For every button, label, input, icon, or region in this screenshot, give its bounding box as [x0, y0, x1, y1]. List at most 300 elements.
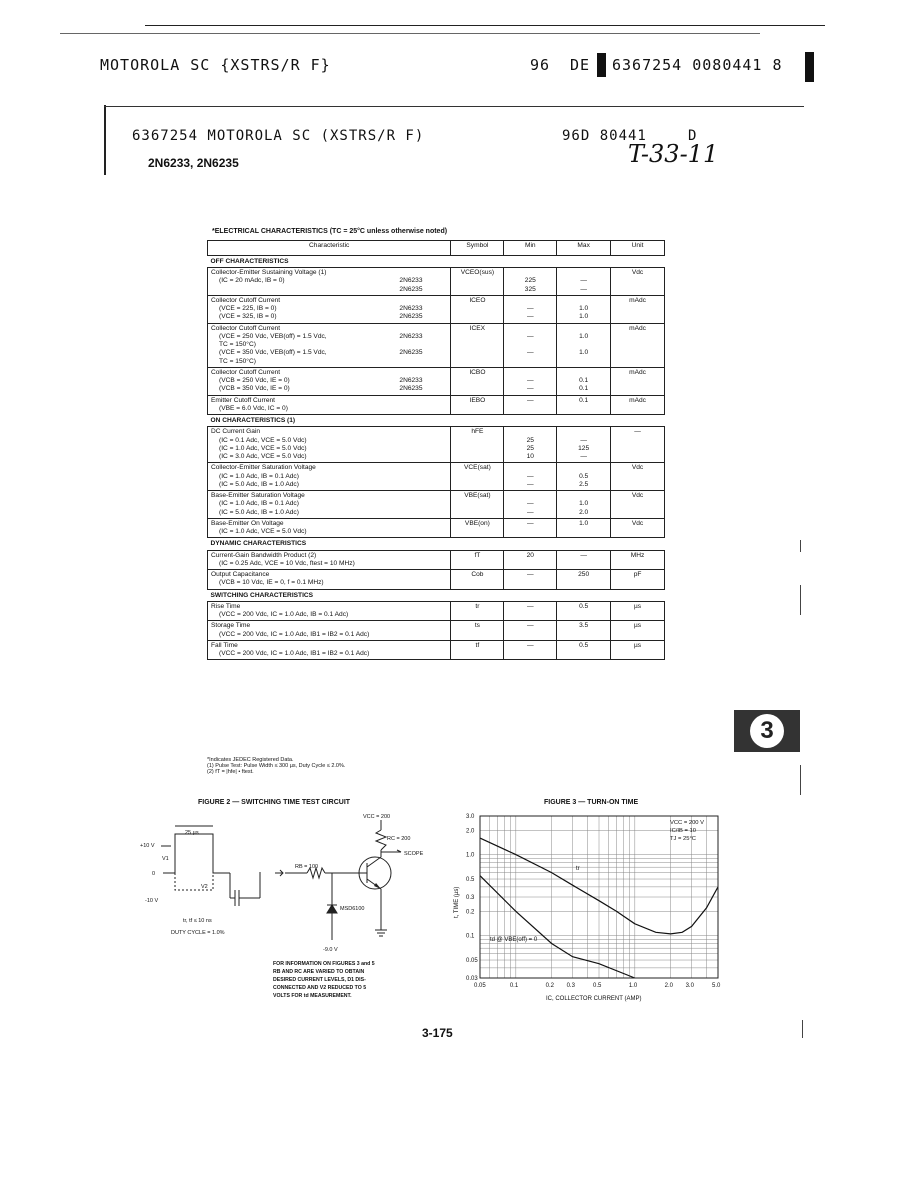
characteristic-text: Storage Time — [211, 622, 251, 630]
max-value — [560, 611, 607, 619]
frame-left — [104, 105, 106, 175]
min-value — [507, 428, 553, 436]
unit-cell: µs — [611, 621, 665, 641]
symbol-cell: tf — [451, 640, 504, 660]
max-cell — [557, 367, 611, 395]
min-cell — [504, 621, 557, 641]
max-value — [560, 341, 607, 349]
min-cell — [504, 323, 557, 367]
legend-tj: TJ = 25°C — [670, 836, 696, 842]
min-value — [507, 631, 553, 639]
fig2-vcc: VCC = 200 — [363, 814, 391, 820]
table-row — [208, 367, 665, 395]
characteristic-text: (VCB = 10 Vdc, IE = 0, f = 0.1 MHz) — [219, 579, 324, 587]
min-cell — [504, 268, 557, 296]
part-number — [399, 650, 447, 658]
max-value: 2.0 — [579, 508, 589, 516]
min-value — [507, 464, 553, 472]
turn-on-time-chart — [450, 808, 730, 1008]
max-value: 2.5 — [579, 480, 589, 488]
figure2-title: FIGURE 2 — SWITCHING TIME TEST CIRCUIT — [198, 799, 351, 806]
part-number: 2N6233 — [399, 277, 423, 285]
unit-cell: µs — [611, 640, 665, 660]
section-title: SWITCHING CHARACTERISTICS — [208, 589, 665, 601]
characteristic-text: Emitter Cutoff Current — [211, 396, 276, 404]
characteristic-text: DC Current Gain — [211, 428, 261, 436]
max-cell — [557, 570, 611, 590]
table-header-row — [208, 241, 665, 256]
header-right-block — [805, 52, 814, 82]
section-title: DYNAMIC CHARACTERISTICS — [208, 538, 665, 550]
part-number — [399, 473, 447, 481]
min-value: 325 — [524, 285, 536, 293]
max-value: — — [580, 551, 587, 559]
max-value — [560, 464, 607, 472]
section-row — [208, 415, 665, 427]
characteristic-cell — [208, 601, 451, 621]
characteristic-cell — [208, 268, 451, 296]
footnote-ft: (2) fT = |hfe| • ftest. — [207, 769, 254, 775]
handwritten-note: T-33-11 — [628, 140, 719, 168]
characteristic-text: Collector Cutoff Current — [211, 324, 281, 332]
characteristic-text: (VCC = 200 Vdc, IC = 1.0 Adc, IB1 = IB2 = 0.1 Adc) — [219, 650, 370, 658]
fig2-pulse: 25 µs — [185, 830, 199, 836]
part-number: 2N6233 — [399, 332, 423, 340]
y-tick-label: 0.03 — [466, 976, 478, 982]
max-value: — — [580, 285, 587, 293]
max-value — [560, 369, 607, 377]
frame-top — [104, 106, 804, 107]
x-tick-label: 3.0 — [685, 983, 694, 989]
col-characteristic: Characteristic — [208, 241, 451, 256]
table-row — [208, 550, 665, 570]
legend-vcc: VCC = 200 V — [670, 820, 704, 826]
part-number — [399, 405, 447, 413]
part-number — [399, 579, 447, 587]
part-number — [399, 428, 447, 436]
min-cell — [504, 640, 557, 660]
max-value: 0.1 — [579, 377, 589, 385]
unit-cell: Vdc — [611, 491, 665, 519]
symbol-cell: Cob — [451, 570, 504, 590]
part-number — [399, 552, 447, 560]
characteristic-text: (VCE = 250 Vdc, VEB(off) = 1.5 Vdc, — [219, 332, 327, 340]
fig2-note-line: VOLTS FOR td MEASUREMENT. — [273, 993, 352, 999]
symbol-cell: ICEX — [451, 323, 504, 367]
x-tick-label: 0.05 — [474, 983, 486, 989]
max-value — [560, 631, 607, 639]
fig2-vm10: -10 V — [145, 898, 159, 904]
part-number — [399, 369, 447, 377]
part-number — [399, 631, 447, 639]
characteristic-text: (VCC = 200 Vdc, IC = 1.0 Adc, IB1 = IB2 = 0.1 Adc) — [219, 630, 370, 638]
min-cell — [504, 570, 557, 590]
section-row — [208, 538, 665, 550]
max-value: 0.5 — [579, 641, 589, 649]
table-row — [208, 295, 665, 323]
fig2-rb: RB = 100 — [295, 864, 319, 870]
min-value: — — [526, 313, 534, 321]
unit-cell: Vdc — [611, 518, 665, 538]
characteristic-text: Fall Time — [211, 641, 238, 649]
max-value: 250 — [578, 571, 590, 579]
symbol-cell: IEBO — [451, 395, 504, 415]
col-unit: Unit — [611, 241, 665, 256]
min-value: — — [526, 472, 534, 480]
fig2-trtf: tr, tf ≤ 10 ns — [183, 918, 212, 924]
min-cell — [504, 463, 557, 491]
fig2-zero: 0 — [152, 871, 156, 877]
scan-mark — [802, 1020, 803, 1038]
symbol-cell: VBE(on) — [451, 518, 504, 538]
footnotes — [207, 757, 345, 775]
min-value: — — [526, 641, 534, 649]
series-line-1 — [480, 876, 635, 978]
y-axis-label: t, TIME (µs) — [454, 886, 460, 918]
characteristic-text: TC = 150°C) — [219, 357, 256, 365]
max-value: 0.1 — [579, 396, 589, 404]
fig2-note-line: CONNECTED AND V2 REDUCED TO 5 — [273, 985, 367, 991]
min-value — [507, 297, 553, 305]
max-value: 1.0 — [579, 313, 589, 321]
x-tick-label: 2.0 — [664, 983, 673, 989]
min-value — [507, 492, 553, 500]
part-number — [399, 520, 447, 528]
max-cell — [557, 518, 611, 538]
section-tab — [734, 710, 800, 752]
unit-cell: Vdc — [611, 268, 665, 296]
part-number — [399, 445, 447, 453]
min-value: — — [526, 305, 534, 313]
characteristic-text: (IC = 1.0 Adc, IB = 0.1 Adc) — [219, 472, 299, 480]
part-number: 2N6233 — [399, 305, 423, 313]
fig2-vneg: -9.0 V — [323, 947, 338, 953]
part-number — [399, 297, 447, 305]
min-cell — [504, 395, 557, 415]
min-value: 10 — [526, 453, 534, 461]
x-tick-label: 0.1 — [509, 983, 519, 989]
max-value: 1.0 — [579, 332, 589, 340]
min-cell — [504, 550, 557, 570]
section-row — [208, 256, 665, 268]
fig2-note-line: DESIRED CURRENT LEVELS, D1 DIS- — [273, 977, 366, 983]
symbol-cell: VBE(sat) — [451, 491, 504, 519]
characteristic-text: Base-Emitter On Voltage — [211, 519, 284, 527]
characteristic-text: (IC = 3.0 Adc, VCE = 5.0 Vdc) — [219, 453, 307, 461]
header-top-code3: 6367254 0080441 8 — [612, 56, 783, 74]
max-cell — [557, 268, 611, 296]
max-cell — [557, 640, 611, 660]
section-row — [208, 589, 665, 601]
min-value — [507, 369, 553, 377]
table-row — [208, 395, 665, 415]
max-cell — [557, 395, 611, 415]
y-tick-label: 0.3 — [466, 895, 475, 901]
fig2-rc: RC = 200 — [387, 836, 411, 842]
part-number — [399, 464, 447, 472]
y-tick-label: 0.2 — [466, 909, 475, 916]
part-number — [399, 642, 447, 650]
unit-cell: mAdc — [611, 323, 665, 367]
max-value — [560, 492, 607, 500]
min-value — [507, 650, 553, 658]
min-value: 20 — [526, 551, 534, 559]
symbol-cell: fT — [451, 550, 504, 570]
characteristic-text — [211, 286, 399, 294]
max-value — [560, 579, 607, 587]
min-cell — [504, 518, 557, 538]
part-number — [399, 481, 447, 489]
table-row — [208, 463, 665, 491]
max-value — [560, 428, 607, 436]
header-second-right1: 96D 80441 — [562, 128, 647, 144]
unit-cell: pF — [611, 570, 665, 590]
ec-title: *ELECTRICAL CHARACTERISTICS (TC = 25°C unless otherwise noted) — [212, 228, 448, 235]
part-number — [399, 269, 447, 277]
characteristic-cell — [208, 367, 451, 395]
characteristic-text: (IC = 1.0 Adc, VCE = 5.0 Vdc) — [219, 444, 307, 452]
max-value: 0.1 — [579, 385, 589, 393]
unit-cell: mAdc — [611, 295, 665, 323]
characteristic-text: (IC = 5.0 Adc, IB = 1.0 Adc) — [219, 480, 299, 488]
header-top-code1: 96 — [530, 56, 551, 74]
y-tick-label: 0.1 — [466, 933, 475, 940]
min-value: — — [526, 519, 534, 527]
fig2-duty: DUTY CYCLE = 1.0% — [171, 930, 225, 936]
symbol-cell: hFE — [451, 427, 504, 463]
max-value: 1.0 — [579, 305, 589, 313]
x-tick-label: 0.2 — [545, 983, 554, 989]
part-number — [399, 358, 447, 366]
characteristic-cell — [208, 640, 451, 660]
unit-cell: MHz — [611, 550, 665, 570]
characteristic-text: (VCB = 250 Vdc, IE = 0) — [219, 377, 290, 385]
part-number — [399, 397, 447, 405]
characteristic-text: (VCC = 200 Vdc, IC = 1.0 Adc, IB = 0.1 Adc) — [219, 611, 349, 619]
max-cell — [557, 601, 611, 621]
min-value: 25 — [526, 436, 534, 444]
unit-cell: mAdc — [611, 367, 665, 395]
table-row — [208, 323, 665, 367]
max-value — [560, 560, 607, 568]
min-cell — [504, 491, 557, 519]
table-row — [208, 427, 665, 463]
characteristic-text: (VCE = 325, IB = 0) — [219, 313, 277, 321]
characteristic-text: Current-Gain Bandwidth Product (2) — [211, 551, 317, 559]
min-value — [507, 528, 553, 536]
scan-rule — [60, 33, 760, 34]
characteristic-text: Collector-Emitter Sustaining Voltage (1) — [211, 269, 327, 277]
characteristic-text: Collector Cutoff Current — [211, 296, 281, 304]
part-number — [399, 509, 447, 517]
characteristic-cell — [208, 427, 451, 463]
characteristic-text: (IC = 20 mAdc, IB = 0) — [219, 277, 285, 285]
min-value — [507, 405, 553, 413]
characteristic-text: (IC = 1.0 Adc, VCE = 5.0 Vdc) — [219, 528, 307, 536]
max-cell — [557, 323, 611, 367]
y-tick-label: 0.5 — [466, 877, 475, 884]
header-mark-block — [597, 53, 606, 77]
x-tick-label: 0.5 — [593, 983, 602, 989]
characteristic-text: (VCE = 350 Vdc, VEB(off) = 1.5 Vdc, — [219, 349, 327, 357]
min-value: — — [526, 377, 534, 385]
unit-cell: — — [611, 427, 665, 463]
scan-mark — [800, 585, 801, 615]
part-number — [399, 603, 447, 611]
max-value: — — [580, 436, 587, 444]
table-row — [208, 518, 665, 538]
characteristic-cell — [208, 570, 451, 590]
switching-test-circuit — [135, 810, 435, 1015]
table-row — [208, 491, 665, 519]
fig2-diode: MSD6100 — [340, 906, 365, 912]
scan-mark — [800, 765, 801, 795]
max-value — [560, 405, 607, 413]
symbol-cell: ts — [451, 621, 504, 641]
y-tick-label: 3.0 — [466, 814, 475, 820]
characteristic-text: (IC = 5.0 Adc, IB = 1.0 Adc) — [219, 508, 299, 516]
header-top-left: MOTOROLA SC {XSTRS/R F} — [100, 56, 331, 74]
header-second-left: 6367254 MOTOROLA SC (XSTRS/R F) — [132, 128, 425, 144]
min-value: — — [526, 385, 534, 393]
part-number — [399, 622, 447, 630]
section-tab-number: 3 — [750, 714, 784, 748]
max-value: 125 — [578, 444, 590, 452]
x-tick-label: 5.0 — [712, 983, 721, 989]
max-cell — [557, 491, 611, 519]
fig2-v1: V1 — [162, 856, 169, 862]
max-value: — — [580, 277, 587, 285]
characteristic-cell — [208, 463, 451, 491]
max-cell — [557, 621, 611, 641]
table-row — [208, 621, 665, 641]
page-number: 3-175 — [422, 1026, 453, 1040]
figure3-title: FIGURE 3 — TURN-ON TIME — [544, 799, 639, 806]
col-max: Max — [557, 241, 611, 256]
characteristic-text: Output Capacitance — [211, 571, 270, 579]
fig2-note — [273, 961, 375, 999]
part-number — [399, 560, 447, 568]
electrical-characteristics-table — [207, 240, 665, 660]
symbol-cell: tr — [451, 601, 504, 621]
section-title: ON CHARACTERISTICS (1) — [208, 415, 665, 427]
characteristic-text: Collector-Emitter Saturation Voltage — [211, 464, 316, 472]
top-rule — [145, 25, 825, 26]
min-value: — — [526, 508, 534, 516]
min-cell — [504, 601, 557, 621]
table-row — [208, 570, 665, 590]
max-cell — [557, 427, 611, 463]
characteristic-text: (IC = 1.0 Adc, IB = 0.1 Adc) — [219, 500, 299, 508]
scan-mark — [800, 540, 801, 552]
fig2-v10: +10 V — [140, 843, 155, 849]
unit-cell: Vdc — [611, 463, 665, 491]
min-cell — [504, 295, 557, 323]
max-value — [560, 297, 607, 305]
x-axis-label: IC, COLLECTOR CURRENT (AMP) — [546, 996, 642, 1002]
max-cell — [557, 463, 611, 491]
characteristic-text: (IC = 0.25 Adc, VCE = 10 Vdc, ftest = 10 MHz) — [219, 559, 355, 567]
characteristic-cell — [208, 395, 451, 415]
fig2-note-line: FOR INFORMATION ON FIGURES 3 and 5 — [273, 961, 375, 967]
max-value — [560, 269, 607, 277]
y-tick-label: 0.05 — [466, 958, 478, 965]
symbol-cell: VCEO(sus) — [451, 268, 504, 296]
fig2-v2: V2 — [201, 884, 208, 890]
min-value: — — [526, 332, 534, 340]
characteristic-text: TC = 150°C) — [219, 341, 256, 349]
part-number: 2N6235 — [399, 313, 423, 321]
min-value: — — [526, 396, 534, 404]
max-value: 0.5 — [579, 602, 589, 610]
table-body — [208, 256, 665, 660]
unit-cell: mAdc — [611, 395, 665, 415]
part-number — [399, 341, 447, 349]
max-value — [560, 650, 607, 658]
max-value — [560, 528, 607, 536]
min-value — [507, 358, 553, 366]
part-number — [399, 492, 447, 500]
min-value: — — [526, 571, 534, 579]
max-value — [560, 325, 607, 333]
part-number — [399, 500, 447, 508]
part-number: 2N6235 — [399, 285, 423, 293]
characteristic-cell — [208, 491, 451, 519]
min-value: — — [526, 602, 534, 610]
legend-icib: IC/IB = 10 — [670, 828, 696, 834]
characteristic-text: Rise Time — [211, 602, 241, 610]
min-value: 25 — [526, 444, 534, 452]
characteristic-cell — [208, 323, 451, 367]
part-number — [399, 528, 447, 536]
part-number — [399, 437, 447, 445]
y-tick-label: 2.0 — [466, 828, 475, 835]
part-title: 2N6233, 2N6235 — [148, 156, 239, 170]
max-value: 0.5 — [579, 472, 589, 480]
characteristic-cell — [208, 295, 451, 323]
min-value — [507, 341, 553, 349]
min-value — [507, 579, 553, 587]
characteristic-text: (VCE = 225, IB = 0) — [219, 305, 277, 313]
part-number — [399, 611, 447, 619]
part-number — [399, 325, 447, 333]
col-min: Min — [504, 241, 557, 256]
max-value: 3.5 — [579, 622, 589, 630]
part-number — [399, 571, 447, 579]
min-value — [507, 560, 553, 568]
characteristic-text: (IC = 0.1 Adc, VCE = 5.0 Vdc) — [219, 436, 307, 444]
characteristic-cell — [208, 550, 451, 570]
min-value — [507, 325, 553, 333]
characteristic-cell — [208, 621, 451, 641]
min-cell — [504, 367, 557, 395]
characteristic-cell — [208, 518, 451, 538]
max-value: 1.0 — [579, 519, 589, 527]
max-value: 1.0 — [579, 349, 589, 357]
max-value — [560, 358, 607, 366]
min-value: — — [526, 349, 534, 357]
footnote-pulse: (1) Pulse Test: Pulse Width ≤ 300 µs, Duty Cycle ≤ 2.0%. — [207, 763, 346, 769]
header-second-right2: D — [688, 128, 698, 144]
fig2-scope: SCOPE — [404, 851, 424, 857]
unit-cell: µs — [611, 601, 665, 621]
max-cell — [557, 295, 611, 323]
x-tick-label: 1.0 — [628, 983, 638, 989]
characteristic-text: (VBE = 6.0 Vdc, IC = 0) — [219, 404, 288, 412]
fig2-note-line: RB AND RC ARE VARIED TO OBTAIN — [273, 969, 365, 975]
series-label-td: td @ VBE(off) = 0 — [490, 937, 538, 943]
symbol-cell: VCE(sat) — [451, 463, 504, 491]
